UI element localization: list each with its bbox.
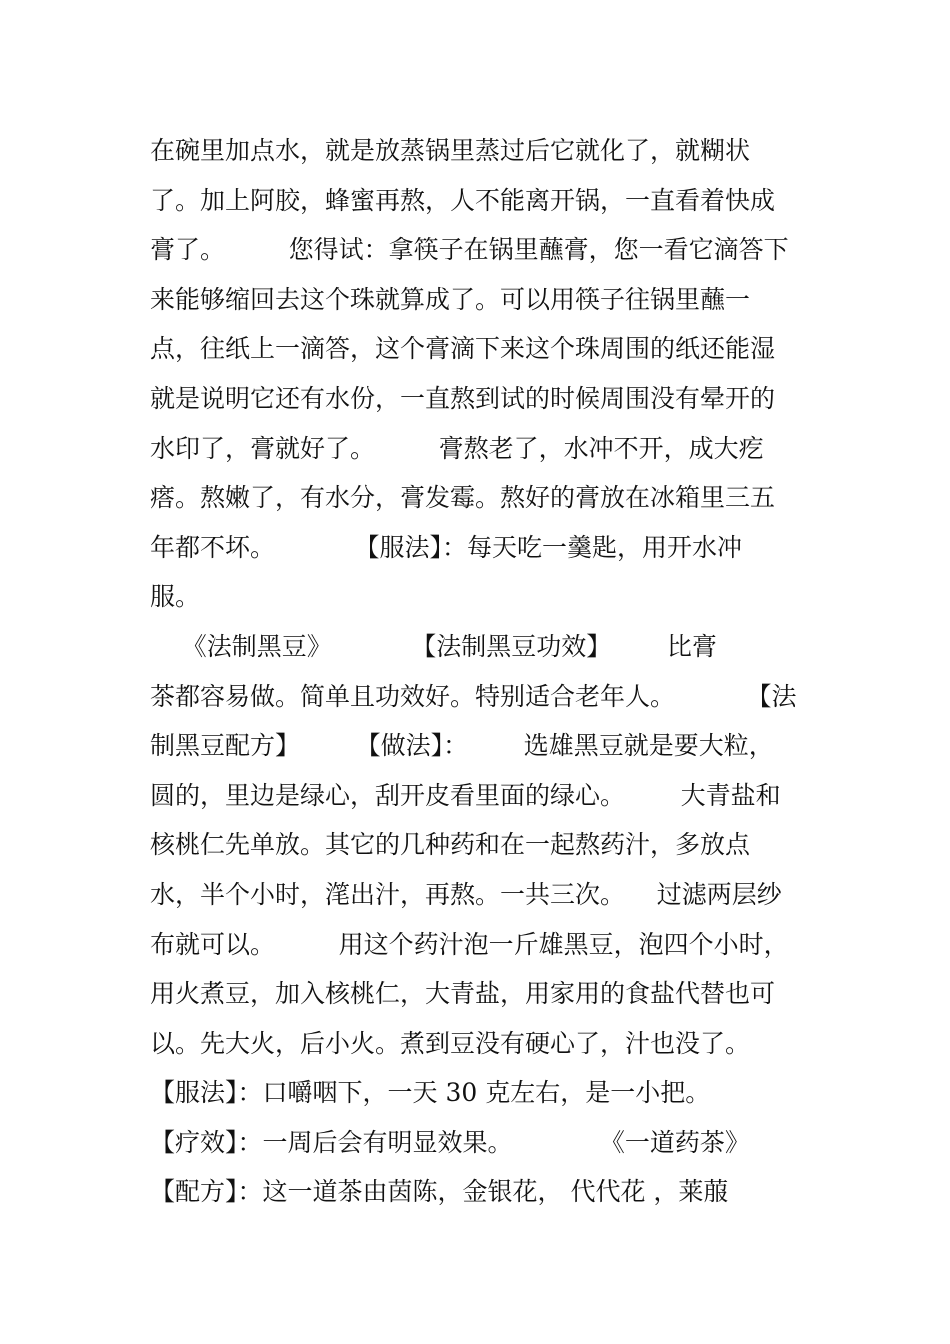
text-line: 在碗里加点水，就是放蒸锅里蒸过后它就化了，就糊状 [150, 136, 751, 165]
text-line: 《法制黑豆》 【法制黑豆功效】 比膏 [150, 631, 717, 661]
text-line: 就是说明它还有水份，一直熬到试的时候周围没有晕开的 [150, 383, 776, 413]
text-line: 点，往纸上一滴答，这个膏滴下来这个珠周围的纸还能湿 [150, 334, 776, 364]
body-text [150, 126, 810, 1217]
text-line: 制黑豆配方】 【做法】： 选雄黑豆就是要大粒， [150, 731, 774, 761]
text-line: 膏了。 您得试：拿筷子在锅里蘸膏，您一看它滴答下 [150, 235, 789, 265]
text-line: 瘩。熬嫩了，有水分，膏发霉。熬好的膏放在冰箱里三五 [150, 483, 776, 513]
text-line: 布就可以。 用这个药汁泡一斤雄黑豆，泡四个小时， [150, 929, 789, 959]
text-line: 【服法】：口嚼咽下，一天 30 克左右，是一小把。 [150, 1078, 711, 1108]
text-line: 核桃仁先单放。其它的几种药和在一起熬药汁，多放点 [150, 830, 751, 860]
text-line: 【疗效】：一周后会有明显效果。 《一道药茶》 [150, 1127, 750, 1157]
text-line: 服。 [150, 582, 201, 612]
text-line: 【配方】：这一道茶由茵陈，金银花， 代代花 ，莱菔 [150, 1177, 729, 1207]
text-line: 水，半个小时，滗出汁，再熬。一共三次。 过滤两层纱 [150, 879, 782, 909]
text-line: 来能够缩回去这个珠就算成了。可以用筷子往锅里蘸一 [150, 284, 751, 314]
text-line: 了。加上阿胶，蜂蜜再熬，人不能离开锅，一直看着快成 [150, 185, 776, 215]
text-line: 茶都容易做。简单且功效好。特别适合老年人。 【法 [150, 681, 797, 711]
text-line: 水印了，膏就好了。 膏熬老了，水冲不开，成大疙 [150, 433, 764, 463]
text-line: 以。先大火，后小火。煮到豆没有硬心了，汁也没了。 [150, 1028, 751, 1058]
text-line: 圆的，里边是绿心，刮开皮看里面的绿心。 大青盐和 [150, 780, 781, 810]
text-line: 年都不坏。 【服法】：每天吃一羹匙，用开水冲 [150, 532, 742, 562]
text-line: 用火煮豆，加入核桃仁，大青盐，用家用的食盐代替也可 [150, 979, 776, 1009]
